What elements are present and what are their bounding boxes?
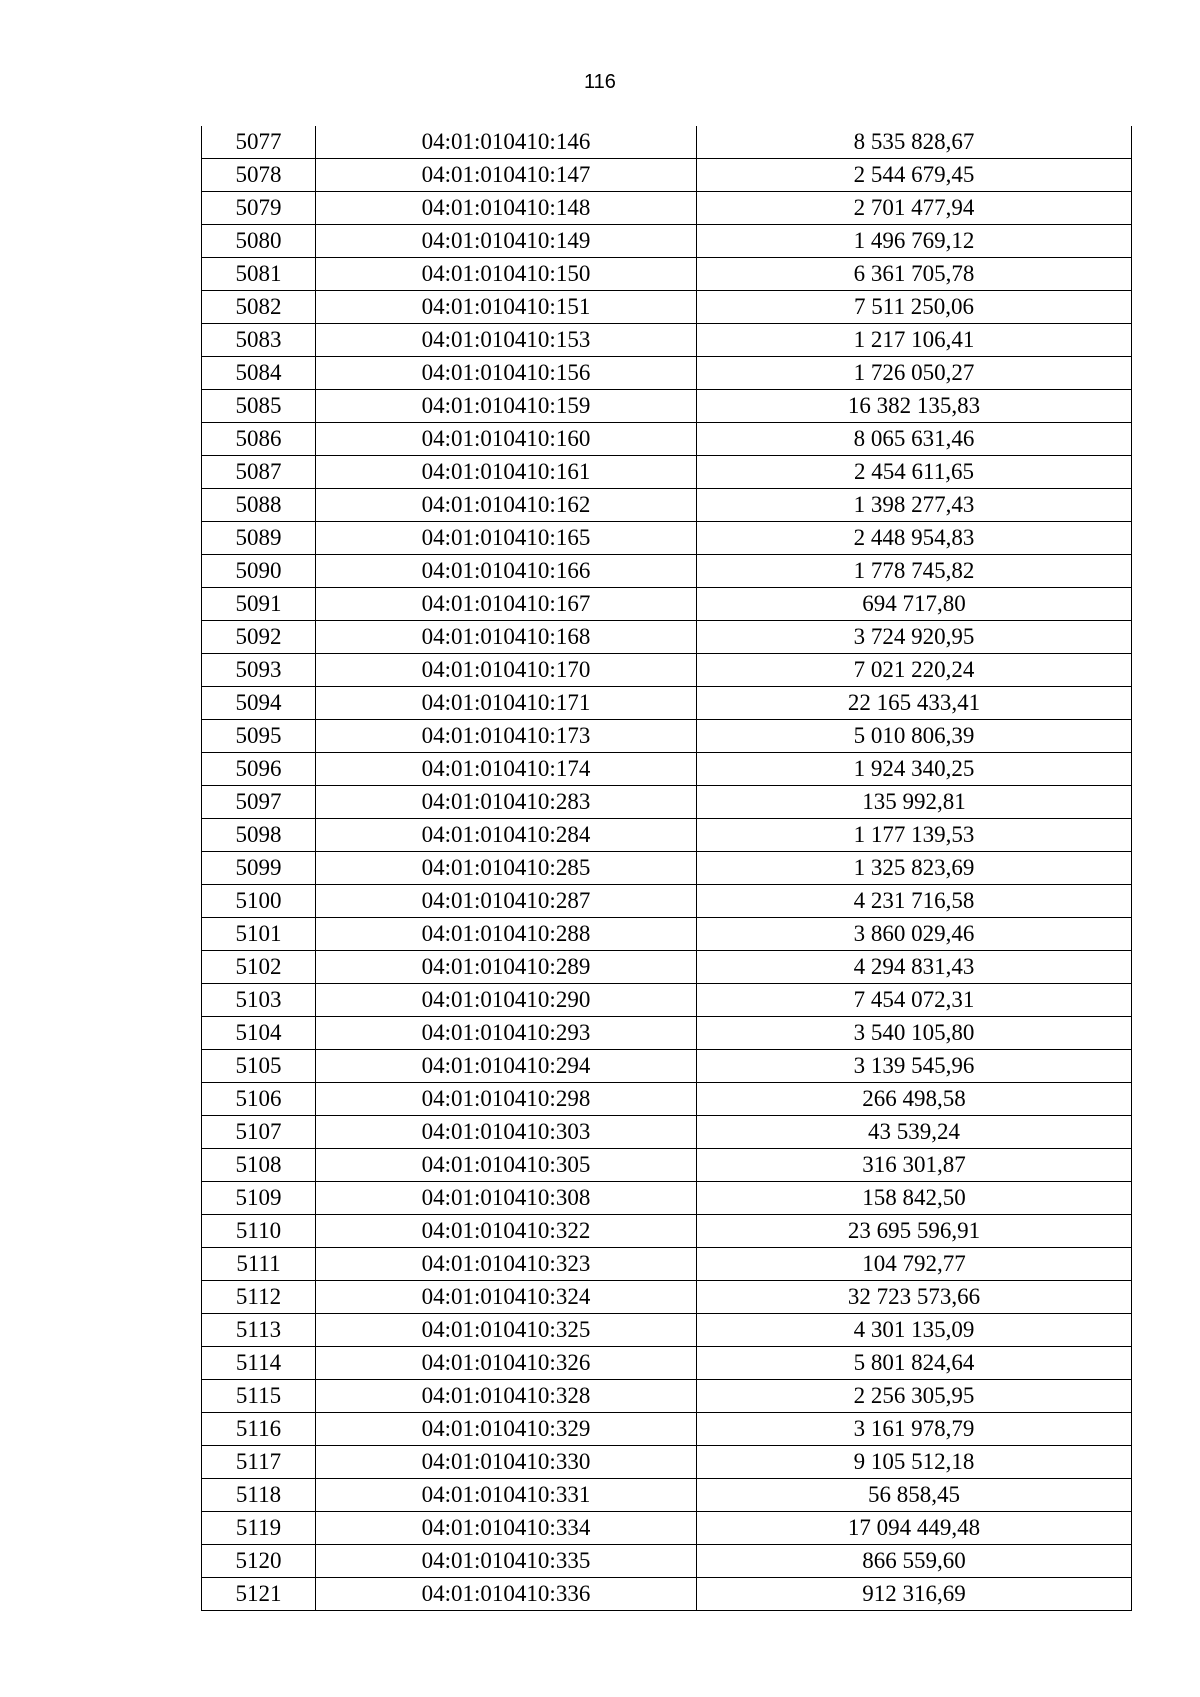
table-row: [202, 1446, 1132, 1479]
cadastral-value-cell: 3 540 105,80: [697, 1017, 1132, 1050]
table-row: [202, 489, 1132, 522]
table-row: [202, 126, 1132, 159]
row-number-cell: 5094: [202, 687, 316, 720]
cadastral-value-cell: 8 065 631,46: [697, 423, 1132, 456]
cadastral-value-cell: 9 105 512,18: [697, 1446, 1132, 1479]
cadastral-value-cell: 104 792,77: [697, 1248, 1132, 1281]
cadastral-number-cell: 04:01:010410:159: [316, 390, 697, 423]
row-number-cell: 5112: [202, 1281, 316, 1314]
table-row: [202, 225, 1132, 258]
row-number-cell: 5097: [202, 786, 316, 819]
cadastral-value-cell: 1 325 823,69: [697, 852, 1132, 885]
cadastral-number-cell: 04:01:010410:168: [316, 621, 697, 654]
row-number-cell: 5106: [202, 1083, 316, 1116]
cadastral-number-cell: 04:01:010410:162: [316, 489, 697, 522]
row-number-cell: 5079: [202, 192, 316, 225]
row-number-cell: 5113: [202, 1314, 316, 1347]
cadastral-number-cell: 04:01:010410:289: [316, 951, 697, 984]
table-row: [202, 357, 1132, 390]
cadastral-number-cell: 04:01:010410:322: [316, 1215, 697, 1248]
cadastral-number-cell: 04:01:010410:329: [316, 1413, 697, 1446]
cadastral-number-cell: 04:01:010410:334: [316, 1512, 697, 1545]
table-row: [202, 885, 1132, 918]
row-number-cell: 5083: [202, 324, 316, 357]
cadastral-value-cell: 4 231 716,58: [697, 885, 1132, 918]
table-row: [202, 291, 1132, 324]
cadastral-number-cell: 04:01:010410:335: [316, 1545, 697, 1578]
cadastral-number-cell: 04:01:010410:284: [316, 819, 697, 852]
cadastral-value-cell: 7 021 220,24: [697, 654, 1132, 687]
row-number-cell: 5117: [202, 1446, 316, 1479]
row-number-cell: 5099: [202, 852, 316, 885]
row-number-cell: 5101: [202, 918, 316, 951]
row-number-cell: 5081: [202, 258, 316, 291]
cadastral-value-cell: 1 398 277,43: [697, 489, 1132, 522]
table-row: [202, 1314, 1132, 1347]
row-number-cell: 5093: [202, 654, 316, 687]
row-number-cell: 5100: [202, 885, 316, 918]
cadastral-number-cell: 04:01:010410:170: [316, 654, 697, 687]
row-number-cell: 5102: [202, 951, 316, 984]
table-row: [202, 1182, 1132, 1215]
cadastral-number-cell: 04:01:010410:283: [316, 786, 697, 819]
row-number-cell: 5082: [202, 291, 316, 324]
page-number: 116: [584, 71, 616, 93]
cadastral-number-cell: 04:01:010410:326: [316, 1347, 697, 1380]
cadastral-value-cell: 3 860 029,46: [697, 918, 1132, 951]
table-row: [202, 324, 1132, 357]
table-row: [202, 918, 1132, 951]
cadastral-value-cell: 866 559,60: [697, 1545, 1132, 1578]
cadastral-number-cell: 04:01:010410:294: [316, 1050, 697, 1083]
row-number-cell: 5107: [202, 1116, 316, 1149]
cadastral-number-cell: 04:01:010410:166: [316, 555, 697, 588]
row-number-cell: 5091: [202, 588, 316, 621]
row-number-cell: 5077: [202, 126, 316, 159]
cadastral-value-cell: 2 544 679,45: [697, 159, 1132, 192]
row-number-cell: 5092: [202, 621, 316, 654]
cadastral-number-cell: 04:01:010410:167: [316, 588, 697, 621]
row-number-cell: 5095: [202, 720, 316, 753]
cadastral-table-container: [201, 126, 1131, 1611]
table-row: [202, 390, 1132, 423]
cadastral-value-cell: 1 726 050,27: [697, 357, 1132, 390]
cadastral-number-cell: 04:01:010410:288: [316, 918, 697, 951]
cadastral-value-cell: 1 496 769,12: [697, 225, 1132, 258]
row-number-cell: 5120: [202, 1545, 316, 1578]
table-row: [202, 1281, 1132, 1314]
cadastral-number-cell: 04:01:010410:149: [316, 225, 697, 258]
table-row: [202, 1545, 1132, 1578]
row-number-cell: 5121: [202, 1578, 316, 1611]
cadastral-value-cell: 4 294 831,43: [697, 951, 1132, 984]
cadastral-value-cell: 7 511 250,06: [697, 291, 1132, 324]
cadastral-value-cell: 912 316,69: [697, 1578, 1132, 1611]
table-row: [202, 1578, 1132, 1611]
cadastral-value-cell: 135 992,81: [697, 786, 1132, 819]
cadastral-value-cell: 16 382 135,83: [697, 390, 1132, 423]
table-row: [202, 984, 1132, 1017]
table-row: [202, 654, 1132, 687]
cadastral-number-cell: 04:01:010410:150: [316, 258, 697, 291]
row-number-cell: 5103: [202, 984, 316, 1017]
cadastral-number-cell: 04:01:010410:151: [316, 291, 697, 324]
cadastral-value-cell: 158 842,50: [697, 1182, 1132, 1215]
cadastral-value-cell: 43 539,24: [697, 1116, 1132, 1149]
row-number-cell: 5096: [202, 753, 316, 786]
cadastral-number-cell: 04:01:010410:173: [316, 720, 697, 753]
cadastral-value-cell: 23 695 596,91: [697, 1215, 1132, 1248]
table-row: [202, 819, 1132, 852]
cadastral-value-cell: 266 498,58: [697, 1083, 1132, 1116]
cadastral-number-cell: 04:01:010410:328: [316, 1380, 697, 1413]
cadastral-value-cell: 2 701 477,94: [697, 192, 1132, 225]
table-row: [202, 258, 1132, 291]
table-row: [202, 456, 1132, 489]
cadastral-number-cell: 04:01:010410:165: [316, 522, 697, 555]
row-number-cell: 5086: [202, 423, 316, 456]
cadastral-value-cell: 3 724 920,95: [697, 621, 1132, 654]
cadastral-number-cell: 04:01:010410:336: [316, 1578, 697, 1611]
cadastral-value-cell: 22 165 433,41: [697, 687, 1132, 720]
table-body: [202, 126, 1132, 1611]
row-number-cell: 5105: [202, 1050, 316, 1083]
row-number-cell: 5104: [202, 1017, 316, 1050]
table-row: [202, 1380, 1132, 1413]
table-row: [202, 1512, 1132, 1545]
cadastral-number-cell: 04:01:010410:324: [316, 1281, 697, 1314]
cadastral-number-cell: 04:01:010410:153: [316, 324, 697, 357]
table-row: [202, 720, 1132, 753]
table-row: [202, 555, 1132, 588]
cadastral-value-cell: 17 094 449,48: [697, 1512, 1132, 1545]
table-row: [202, 522, 1132, 555]
table-row: [202, 951, 1132, 984]
table-row: [202, 1215, 1132, 1248]
cadastral-number-cell: 04:01:010410:308: [316, 1182, 697, 1215]
table-row: [202, 1050, 1132, 1083]
cadastral-value-cell: 1 778 745,82: [697, 555, 1132, 588]
table-row: [202, 1248, 1132, 1281]
row-number-cell: 5080: [202, 225, 316, 258]
table-row: [202, 159, 1132, 192]
row-number-cell: 5098: [202, 819, 316, 852]
row-number-cell: 5115: [202, 1380, 316, 1413]
cadastral-value-table: [201, 126, 1132, 1611]
row-number-cell: 5088: [202, 489, 316, 522]
cadastral-number-cell: 04:01:010410:174: [316, 753, 697, 786]
table-row: [202, 192, 1132, 225]
table-row: [202, 1413, 1132, 1446]
cadastral-value-cell: 5 801 824,64: [697, 1347, 1132, 1380]
cadastral-number-cell: 04:01:010410:290: [316, 984, 697, 1017]
cadastral-number-cell: 04:01:010410:298: [316, 1083, 697, 1116]
cadastral-value-cell: 1 217 106,41: [697, 324, 1132, 357]
cadastral-value-cell: 4 301 135,09: [697, 1314, 1132, 1347]
cadastral-number-cell: 04:01:010410:305: [316, 1149, 697, 1182]
table-row: [202, 1083, 1132, 1116]
cadastral-value-cell: 56 858,45: [697, 1479, 1132, 1512]
cadastral-value-cell: 2 448 954,83: [697, 522, 1132, 555]
cadastral-number-cell: 04:01:010410:156: [316, 357, 697, 390]
cadastral-value-cell: 3 139 545,96: [697, 1050, 1132, 1083]
cadastral-value-cell: 6 361 705,78: [697, 258, 1132, 291]
table-row: [202, 588, 1132, 621]
cadastral-number-cell: 04:01:010410:171: [316, 687, 697, 720]
table-row: [202, 1017, 1132, 1050]
row-number-cell: 5118: [202, 1479, 316, 1512]
cadastral-number-cell: 04:01:010410:161: [316, 456, 697, 489]
table-row: [202, 753, 1132, 786]
table-row: [202, 852, 1132, 885]
cadastral-value-cell: 2 454 611,65: [697, 456, 1132, 489]
row-number-cell: 5078: [202, 159, 316, 192]
row-number-cell: 5116: [202, 1413, 316, 1446]
cadastral-value-cell: 7 454 072,31: [697, 984, 1132, 1017]
cadastral-value-cell: 8 535 828,67: [697, 126, 1132, 159]
row-number-cell: 5087: [202, 456, 316, 489]
cadastral-value-cell: 694 717,80: [697, 588, 1132, 621]
row-number-cell: 5089: [202, 522, 316, 555]
cadastral-value-cell: 1 924 340,25: [697, 753, 1132, 786]
table-row: [202, 1116, 1132, 1149]
row-number-cell: 5110: [202, 1215, 316, 1248]
cadastral-value-cell: 5 010 806,39: [697, 720, 1132, 753]
cadastral-value-cell: 2 256 305,95: [697, 1380, 1132, 1413]
cadastral-value-cell: 3 161 978,79: [697, 1413, 1132, 1446]
table-row: [202, 687, 1132, 720]
cadastral-number-cell: 04:01:010410:148: [316, 192, 697, 225]
table-row: [202, 786, 1132, 819]
cadastral-number-cell: 04:01:010410:287: [316, 885, 697, 918]
table-row: [202, 1347, 1132, 1380]
row-number-cell: 5090: [202, 555, 316, 588]
cadastral-number-cell: 04:01:010410:146: [316, 126, 697, 159]
row-number-cell: 5114: [202, 1347, 316, 1380]
table-row: [202, 1479, 1132, 1512]
table-row: [202, 1149, 1132, 1182]
table-row: [202, 423, 1132, 456]
cadastral-number-cell: 04:01:010410:325: [316, 1314, 697, 1347]
row-number-cell: 5084: [202, 357, 316, 390]
row-number-cell: 5085: [202, 390, 316, 423]
cadastral-number-cell: 04:01:010410:293: [316, 1017, 697, 1050]
table-row: [202, 621, 1132, 654]
row-number-cell: 5108: [202, 1149, 316, 1182]
cadastral-number-cell: 04:01:010410:303: [316, 1116, 697, 1149]
cadastral-value-cell: 1 177 139,53: [697, 819, 1132, 852]
row-number-cell: 5111: [202, 1248, 316, 1281]
row-number-cell: 5109: [202, 1182, 316, 1215]
row-number-cell: 5119: [202, 1512, 316, 1545]
cadastral-number-cell: 04:01:010410:331: [316, 1479, 697, 1512]
cadastral-number-cell: 04:01:010410:323: [316, 1248, 697, 1281]
cadastral-number-cell: 04:01:010410:285: [316, 852, 697, 885]
cadastral-number-cell: 04:01:010410:330: [316, 1446, 697, 1479]
cadastral-value-cell: 32 723 573,66: [697, 1281, 1132, 1314]
cadastral-number-cell: 04:01:010410:160: [316, 423, 697, 456]
cadastral-value-cell: 316 301,87: [697, 1149, 1132, 1182]
cadastral-number-cell: 04:01:010410:147: [316, 159, 697, 192]
